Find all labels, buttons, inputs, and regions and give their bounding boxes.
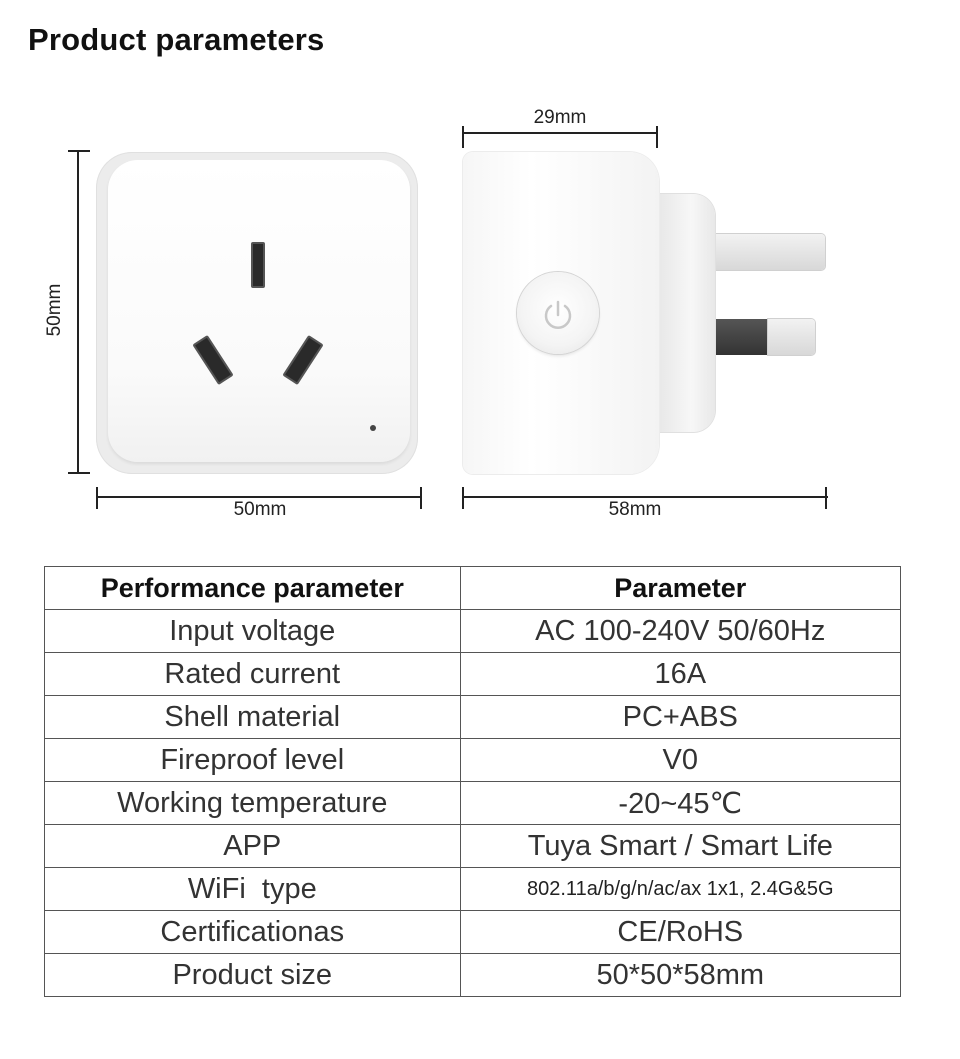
plug-pin-top [713, 234, 825, 270]
row-value: 16A [460, 653, 900, 696]
dim-tick-right [420, 487, 422, 509]
dim-tick-side-top-left [462, 126, 464, 148]
row-value: AC 100-240V 50/60Hz [460, 610, 900, 653]
table-row [45, 868, 901, 911]
table-row [45, 954, 901, 997]
socket-slot-earth [251, 242, 265, 288]
plug-pin-bottom [768, 319, 815, 355]
spec-table [44, 566, 901, 997]
row-name: Rated current [45, 653, 461, 696]
dim-tick-top [68, 150, 90, 152]
row-name: Fireproof level [45, 739, 461, 782]
socket-face [108, 160, 410, 462]
row-name: Input voltage [45, 610, 461, 653]
row-name: WiFi type [45, 868, 461, 911]
dim-tick-left [96, 487, 98, 509]
dim-tick-side-left [462, 487, 464, 509]
dim-line-side-total [462, 496, 828, 498]
dim-label-side-top: 29mm [533, 107, 587, 128]
row-name: APP [45, 825, 461, 868]
table-row [45, 610, 901, 653]
dim-line-front-height [77, 150, 79, 474]
dim-tick-side-right [825, 487, 827, 509]
page-title: Product parameters [28, 22, 325, 57]
row-value: V0 [460, 739, 900, 782]
row-name: Working temperature [45, 782, 461, 825]
dim-line-front-width [96, 496, 422, 498]
plug-pin-bottom-insulation [713, 319, 768, 355]
dim-tick-bottom [68, 472, 90, 474]
row-value: CE/RoHS [460, 911, 900, 954]
table-row [45, 653, 901, 696]
dim-line-side-top [462, 132, 658, 134]
row-name: Shell material [45, 696, 461, 739]
dim-tick-side-top-right [656, 126, 658, 148]
dim-label-front-width: 50mm [233, 499, 287, 520]
row-value: 50*50*58mm [460, 954, 900, 997]
row-name: Certificationas [45, 911, 461, 954]
dim-label-side-total: 58mm [608, 499, 662, 520]
dim-label-front-height: 50mm [44, 283, 65, 337]
table-row [45, 911, 901, 954]
row-name: Product size [45, 954, 461, 997]
column-header-parameter: Parameter [460, 567, 900, 610]
row-value: 802.11a/b/g/n/ac/ax 1x1, 2.4G&5G [460, 868, 900, 911]
indicator-led [370, 425, 376, 431]
table-row [45, 696, 901, 739]
row-value: Tuya Smart / Smart Life [460, 825, 900, 868]
row-value: PC+ABS [460, 696, 900, 739]
plug-back-plate [655, 194, 715, 432]
row-value: -20~45℃ [460, 782, 900, 825]
table-row [45, 825, 901, 868]
power-icon [539, 296, 577, 334]
column-header-performance: Performance parameter [45, 567, 461, 610]
table-row [45, 782, 901, 825]
table-row [45, 739, 901, 782]
table-header-row [45, 567, 901, 610]
